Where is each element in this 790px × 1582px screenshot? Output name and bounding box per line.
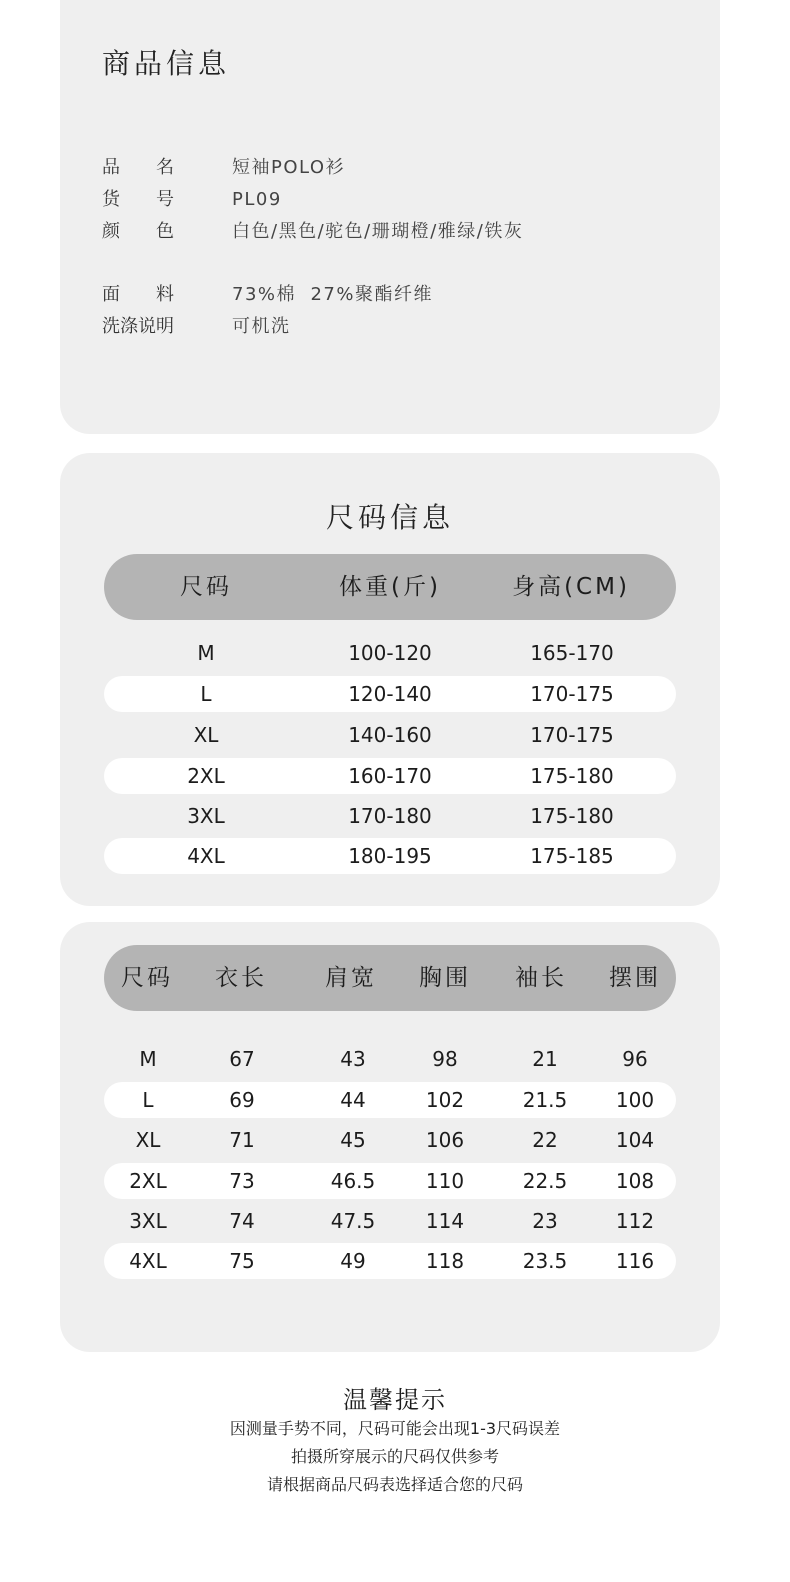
height-cell: 170-175 bbox=[530, 682, 614, 706]
chest-cell: 106 bbox=[425, 1128, 465, 1152]
chest-cell: 114 bbox=[425, 1209, 465, 1233]
height-cell: 175-185 bbox=[530, 844, 614, 868]
measure-header-shoulder: 肩宽 bbox=[325, 965, 377, 991]
size-cell: 2XL bbox=[187, 764, 225, 788]
weight-cell: 140-160 bbox=[348, 723, 432, 747]
chest-cell: 98 bbox=[432, 1047, 458, 1071]
info-value-color: 白色/黑色/驼色/珊瑚橙/雅绿/铁灰 bbox=[232, 221, 524, 242]
size-info-card bbox=[60, 453, 720, 906]
size-cell: 2XL bbox=[129, 1169, 167, 1193]
measurement-card bbox=[60, 922, 720, 1352]
length-cell: 74 bbox=[229, 1209, 255, 1233]
size-header-weight: 体重(斤) bbox=[339, 574, 441, 600]
shoulder-cell: 49 bbox=[340, 1249, 366, 1273]
length-cell: 73 bbox=[229, 1169, 255, 1193]
table-row bbox=[104, 758, 676, 794]
chest-cell: 110 bbox=[425, 1169, 465, 1193]
size-info-title: 尺码信息 bbox=[325, 501, 454, 534]
weight-cell: 170-180 bbox=[348, 804, 432, 828]
sleeve-cell: 22.5 bbox=[522, 1169, 568, 1193]
measure-header-length: 衣长 bbox=[215, 965, 267, 991]
product-info-title: 商品信息 bbox=[102, 47, 231, 80]
table-row bbox=[104, 1243, 676, 1279]
measure-header-hem: 摆围 bbox=[609, 965, 661, 991]
info-label-name: 品名 bbox=[102, 157, 210, 178]
table-row bbox=[104, 1163, 676, 1199]
length-cell: 69 bbox=[229, 1088, 255, 1112]
weight-cell: 180-195 bbox=[348, 844, 432, 868]
info-value-washing: 可机洗 bbox=[232, 316, 291, 337]
sleeve-cell: 21 bbox=[532, 1047, 558, 1071]
size-table-header bbox=[104, 554, 676, 620]
hem-cell: 96 bbox=[622, 1047, 648, 1071]
size-cell: 3XL bbox=[187, 804, 225, 828]
shoulder-cell: 43 bbox=[340, 1047, 366, 1071]
sleeve-cell: 23.5 bbox=[522, 1249, 568, 1273]
info-value-sku: PL09 bbox=[232, 189, 282, 210]
hem-cell: 100 bbox=[615, 1088, 655, 1112]
measure-table-header bbox=[104, 945, 676, 1011]
table-row bbox=[104, 838, 676, 874]
product-info-card bbox=[60, 0, 720, 434]
weight-cell: 160-170 bbox=[348, 764, 432, 788]
length-cell: 75 bbox=[229, 1249, 255, 1273]
height-cell: 170-175 bbox=[530, 723, 614, 747]
table-row bbox=[104, 717, 676, 753]
length-cell: 67 bbox=[229, 1047, 255, 1071]
size-cell: 4XL bbox=[187, 844, 225, 868]
weight-cell: 120-140 bbox=[348, 682, 432, 706]
info-label-washing: 洗涤说明 bbox=[102, 316, 174, 337]
size-cell: L bbox=[142, 1088, 154, 1112]
info-value-name: 短袖POLO衫 bbox=[232, 157, 346, 178]
table-row bbox=[104, 635, 676, 671]
hem-cell: 116 bbox=[615, 1249, 655, 1273]
table-row bbox=[104, 1122, 676, 1158]
info-label-color: 颜色 bbox=[102, 221, 210, 242]
measure-header-chest: 胸围 bbox=[419, 965, 471, 991]
height-cell: 175-180 bbox=[530, 764, 614, 788]
shoulder-cell: 45 bbox=[340, 1128, 366, 1152]
tips-line: 因测量手势不同，尺码可能会出现1-3尺码误差 bbox=[229, 1419, 561, 1438]
length-cell: 71 bbox=[229, 1128, 255, 1152]
chest-cell: 118 bbox=[425, 1249, 465, 1273]
info-value-fabric: 73%棉 27%聚酯纤维 bbox=[232, 284, 433, 305]
info-label-sku: 货号 bbox=[102, 189, 210, 210]
hem-cell: 104 bbox=[615, 1128, 655, 1152]
tips-line: 请根据商品尺码表选择适合您的尺码 bbox=[266, 1475, 523, 1494]
size-cell: XL bbox=[135, 1128, 161, 1152]
hem-cell: 112 bbox=[615, 1209, 655, 1233]
info-label-fabric: 面料 bbox=[102, 284, 210, 305]
table-row bbox=[104, 1041, 676, 1077]
sleeve-cell: 22 bbox=[532, 1128, 558, 1152]
size-cell: XL bbox=[193, 723, 219, 747]
measure-header-size: 尺码 bbox=[121, 965, 173, 991]
table-row bbox=[104, 1203, 676, 1239]
size-header-size: 尺码 bbox=[180, 574, 232, 600]
hem-cell: 108 bbox=[615, 1169, 655, 1193]
table-row bbox=[104, 676, 676, 712]
shoulder-cell: 44 bbox=[340, 1088, 366, 1112]
height-cell: 165-170 bbox=[530, 641, 614, 665]
shoulder-cell: 47.5 bbox=[330, 1209, 376, 1233]
tips-title: 温馨提示 bbox=[343, 1386, 447, 1414]
size-cell: 4XL bbox=[129, 1249, 167, 1273]
size-header-height: 身高(CM) bbox=[512, 574, 630, 600]
sleeve-cell: 23 bbox=[532, 1209, 558, 1233]
height-cell: 175-180 bbox=[530, 804, 614, 828]
measure-header-sleeve: 袖长 bbox=[515, 965, 567, 991]
size-cell: L bbox=[200, 682, 212, 706]
table-row bbox=[104, 1082, 676, 1118]
table-row bbox=[104, 798, 676, 834]
tips-line: 拍摄所穿展示的尺码仅供参考 bbox=[290, 1447, 499, 1466]
size-cell: M bbox=[139, 1047, 157, 1071]
chest-cell: 102 bbox=[425, 1088, 465, 1112]
size-cell: 3XL bbox=[129, 1209, 167, 1233]
sleeve-cell: 21.5 bbox=[522, 1088, 568, 1112]
size-cell: M bbox=[197, 641, 215, 665]
weight-cell: 100-120 bbox=[348, 641, 432, 665]
shoulder-cell: 46.5 bbox=[330, 1169, 376, 1193]
